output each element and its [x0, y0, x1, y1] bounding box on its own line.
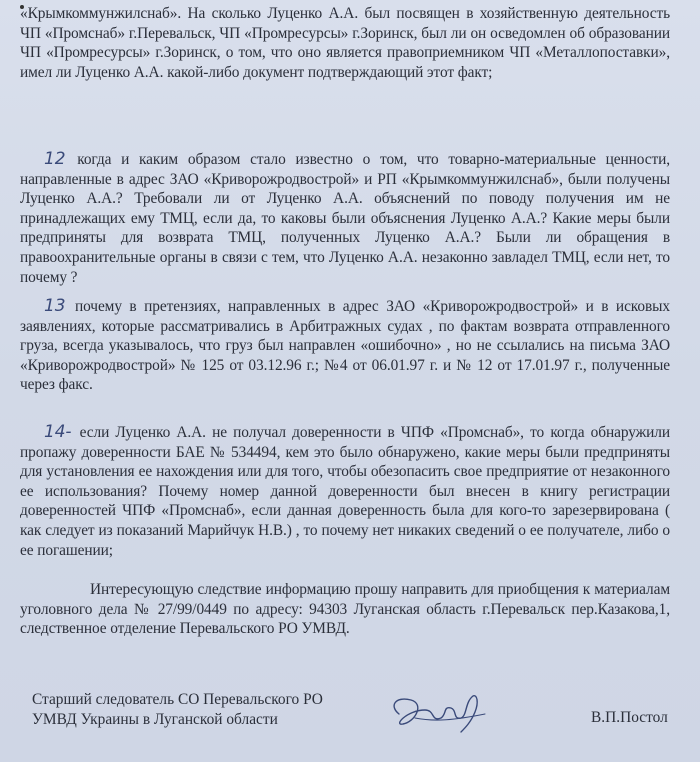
signatory-title-line-2: УМВД Украины в Луганской области — [32, 711, 278, 728]
closing-paragraph-text: Интересующую следствие информацию прошу направить для приобщения к материалам уголовного дела № 27/99/0449 по адресу: 94303 Луганская область г.Перевальск пер.Казакова,1, следственное отделение Перевальского РО УМВД. — [20, 581, 670, 638]
paragraph-13 — [20, 297, 670, 395]
paragraph-1 — [20, 4, 670, 82]
signatory-title-line-1: Старший следователь СО Перевальского РО — [32, 691, 323, 708]
paragraph-12-text: когда и каким образом стало известно о том, что товарно-материальные ценности, направленные в адрес ЗАО «Криворожродвострой» и РП «Крымкоммунжилснаб», были получены Луценко А.А.? Требовали ли от Луценко А.А. объяснений по поводу получения им не принадлежащих ему ТМЦ, если да, то каковы были объяснения Луценко А.А.? Какие меры были предприняты для возврата ТМЦ, полученных Луценко А.А.? Были ли обращения в правоохранительные органы в связи с тем, что Луценко А.А. незаконно завладел ТМЦ, если нет, то почему ? — [20, 151, 671, 286]
signatory-name: В.П.Постол — [591, 709, 668, 726]
handwritten-signature — [385, 688, 495, 736]
handwritten-number-12: 12 — [44, 149, 66, 169]
paragraph-13-text: почему в претензиях, направленных в адрес ЗАО «Криворожродвострой» и в исковых заявлениях, которые рассматривались в Арбитражных судах , по фактам возврата отправленного груза, всегда указывалось, что груз был направлен «ошибочно» , но не ссылались на письма ЗАО «Криворожродвострой» № 125 от 03.12.96 г.; №4 от 06.01.97 г. и № 12 от 17.01.97 г., полученные через факс. — [20, 298, 670, 394]
paragraph-14 — [20, 423, 670, 560]
paragraph-1-text: «Крымкоммунжилснаб». На сколько Луценко А.А. был посвящен в хозяйственную деятельность ЧП «Промснаб» г.Перевальск, ЧП «Промресурсы» г.Зоринск, был ли он осведомлен об образовании ЧП «Промресурсы» г.Зоринск, о том, что оно является правоприемником ЧП «Металлопоставки», имел ли Луценко А.А. какой-либо документ подтверждающий этот факт; — [20, 5, 670, 81]
paragraph-14-text: если Луценко А.А. не получал доверенности в ЧПФ «Промснаб», то когда обнаружили пропажу доверенности БАЕ № 534494, кем это было обнаружено, какие меры были предприняты для установления ее нахождения или для того, чтобы обезопасить свое предприятие от незаконного ее использования? Почему номер данной доверенности был внесен в книгу регистрации доверенностей ЧПФ «Промснаб», если данная доверенность была для кого-то зарезервирована ( как следует из показаний Марийчук Н.В.) , то почему нет никаких сведений о ее получателе, либо о ее погашении; — [20, 424, 670, 559]
closing-paragraph — [20, 580, 670, 639]
handwritten-number-13: 13 — [44, 296, 66, 316]
paragraph-12 — [20, 150, 670, 287]
handwritten-number-14: 14- — [44, 422, 72, 442]
signatory-title — [32, 690, 323, 730]
